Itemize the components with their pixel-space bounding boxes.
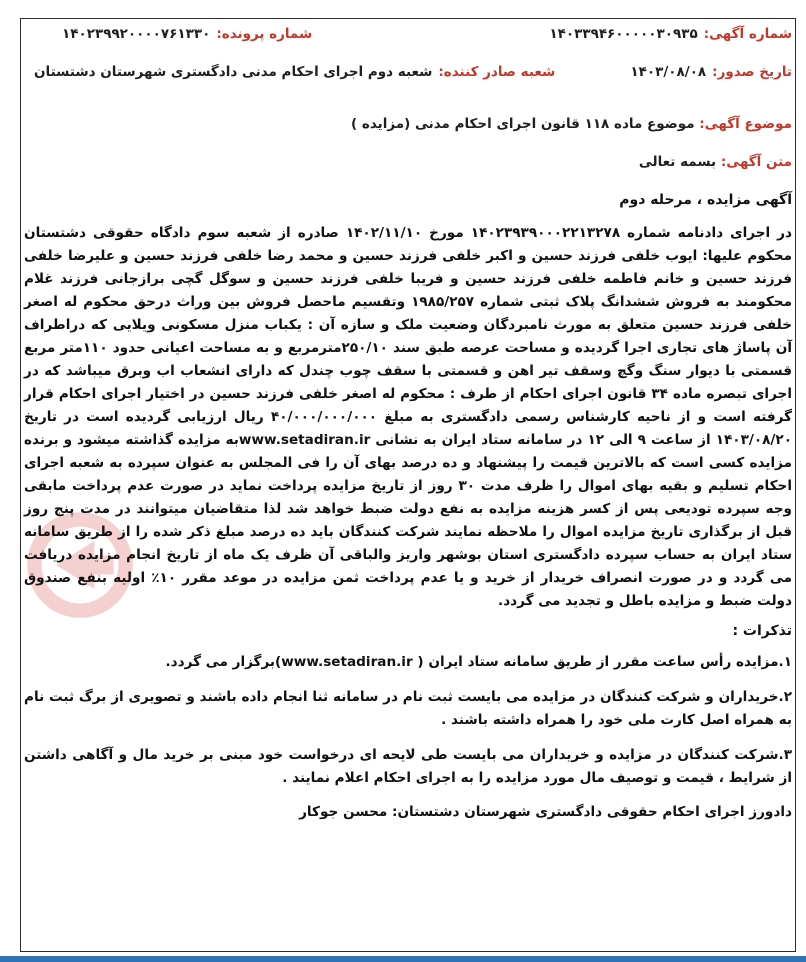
subject-value: موضوع ماده ۱۱۸ قانون اجرای احکام مدنی (مزایده ) — [351, 116, 695, 132]
bottom-bar — [0, 956, 806, 962]
notes-title: تذکرات : — [732, 623, 792, 639]
text-header-row — [24, 154, 792, 170]
subject-label: موضوع آگهی: — [699, 116, 792, 132]
issue-date-value: ۱۴۰۳/۰۸/۰۸ — [630, 64, 707, 80]
issue-date-label: تاریخ صدور: — [712, 64, 792, 80]
signature: دادورز اجرای احکام حقوقی دادگستری شهرستان دشتستان: محسن جوکار — [299, 804, 792, 820]
note-item: ۳.شرکت کنندگان در مزایده و خریداران می بایست طی لایحه ای درخواست خود مبنی بر خرید مال و آگاهی داشتن از شرایط ، قیمت و توصیف مال مورد مزایده را به اجرای احکام اعلام نمایند . — [24, 747, 792, 786]
subject-row — [24, 116, 792, 132]
ad-number-value: ۱۴۰۳۳۹۴۶۰۰۰۰۰۳۰۹۳۵ — [549, 26, 698, 42]
ad-number-label: شماره آگهی: — [703, 26, 792, 42]
issuer-label: شعبه صادر کننده: — [438, 64, 556, 80]
notice-heading: آگهی مزایده ، مرحله دوم — [619, 192, 792, 208]
notice-body: در اجرای دادنامه شماره ۱۴۰۲۳۹۳۹۰۰۰۲۲۱۳۲۷۸ مورخ ۱۴۰۲/۱۱/۱۰ صادره از شعبه سوم دادگاه حقوقی دشتستان محکوم علیها: ایوب خلفی فرزند حسین و اکبر خلفی فرزند حسین و محمد رضا خلفی فرزند حسین و علیرضا خلفی فرزند حسین و خانم فاطمه خلفی فرزند حسین و فریبا خلفی فرزند حسین و سوگل گچی برازجانی فرزند غلام محکومند به فروش ششدانگ پلاک ثبتی شماره ۱۹۸۵/۲۵۷ وتقسیم ماحصل فروش بین وراث درحق محکوم له اصغر خلفی فرزند حسین متعلق به مورث نامبردگان وضعیت ملک و سازه آن : یکباب منزل مسکونی ویلایی که دراطراف آن پاساژ های تجاری اجرا گردیده و مساحت عرصه طبق سند ۲۵۰/۱۰مترمربع و به مساحت اعیانی حدود ۱۱۰متر مربع قسمتی با دیوار سنگ وگچ وسقف تیر اهن و قسمتی با سقف چوب چندل که دارای انشعاب اب وبرق میباشد که در اجرای تبصره ماده ۳۴ قانون اجرای احکام از طرف : محکوم له اصغر خلفی فرزند حسین در اختیار اجرای احکام قرار گرفته است و از ناحیه کارشناس رسمی دادگستری به مبلغ ۴۰/۰۰۰/۰۰۰/۰۰۰ ریال ارزیابی گردیده است در تاریخ ۱۴۰۳/۰۸/۲۰ از ساعت ۹ الی ۱۲ در سامانه ستاد ایران به نشانی www.setadiran.irبه مزایده گذاشته میشود و برنده مزایده کسی است که بالاترین قیمت را پیشنهاد و ده درصد بهای آن را فی المجلس به عنوان سپرده به شعبه اجرای احکام تسلیم و بقیه بهای اموال را ظرف مدت ۳۰ روز از تاریخ مزایده پرداخت نماید در صورت عدم پرداخت مابقی وجه سپرده تودیعی پس از کسر هزینه مزایده به نفع دولت ضبط خواهد شد لذا متقاضیان میتوانند در مدت پنج روز قبل از برگذاری تاریخ مزایده اموال را ملاحظه نمایند شرکت کنندگان باید ده درصد مبلغ ذکر شده را از طریق سامانه ستاد ایران به حساب سپرده دادگستری استان بوشهر واریز والباقی آن ظرف یک ماه از تاریخ انجام مزایده دریافت می گردد و در صورت انصراف خریدار از خرید و یا عدم پرداخت ثمن مزایده در موعد مقرر ۱۰٪ اولیه بنفع صندوق دولت ضبط و مزایده باطل و تجدید می گردد. — [24, 225, 792, 609]
meta-row-1 — [24, 26, 792, 54]
notice-content — [24, 26, 792, 820]
text-header-value: بسمه تعالی — [638, 154, 717, 170]
meta-row-2 — [24, 64, 792, 92]
issue-date — [630, 64, 792, 80]
text-header-label: متن آگهی: — [720, 154, 792, 170]
issuer — [34, 64, 555, 80]
file-number-value: ۱۴۰۲۳۹۹۲۰۰۰۰۷۶۱۳۳۰ — [62, 26, 211, 42]
ad-number — [549, 26, 792, 42]
issuer-value: شعبه دوم اجرای احکام مدنی دادگستری شهرستان دشتستان — [34, 64, 433, 80]
file-number-label: شماره پرونده: — [216, 26, 313, 42]
note-item: ۱.مزایده رأس ساعت مقرر از طریق سامانه ستاد ایران ( www.setadiran.ir)برگزار می گردد. — [165, 654, 792, 670]
file-number — [62, 26, 312, 42]
note-item: ۲.خریداران و شرکت کنندگان در مزایده می بایست ثبت نام در سامانه ثنا انجام داده باشند و تصویری از برگ ثبت نام به همراه اصل کارت ملی خود را همراه داشته باشند . — [24, 689, 792, 728]
